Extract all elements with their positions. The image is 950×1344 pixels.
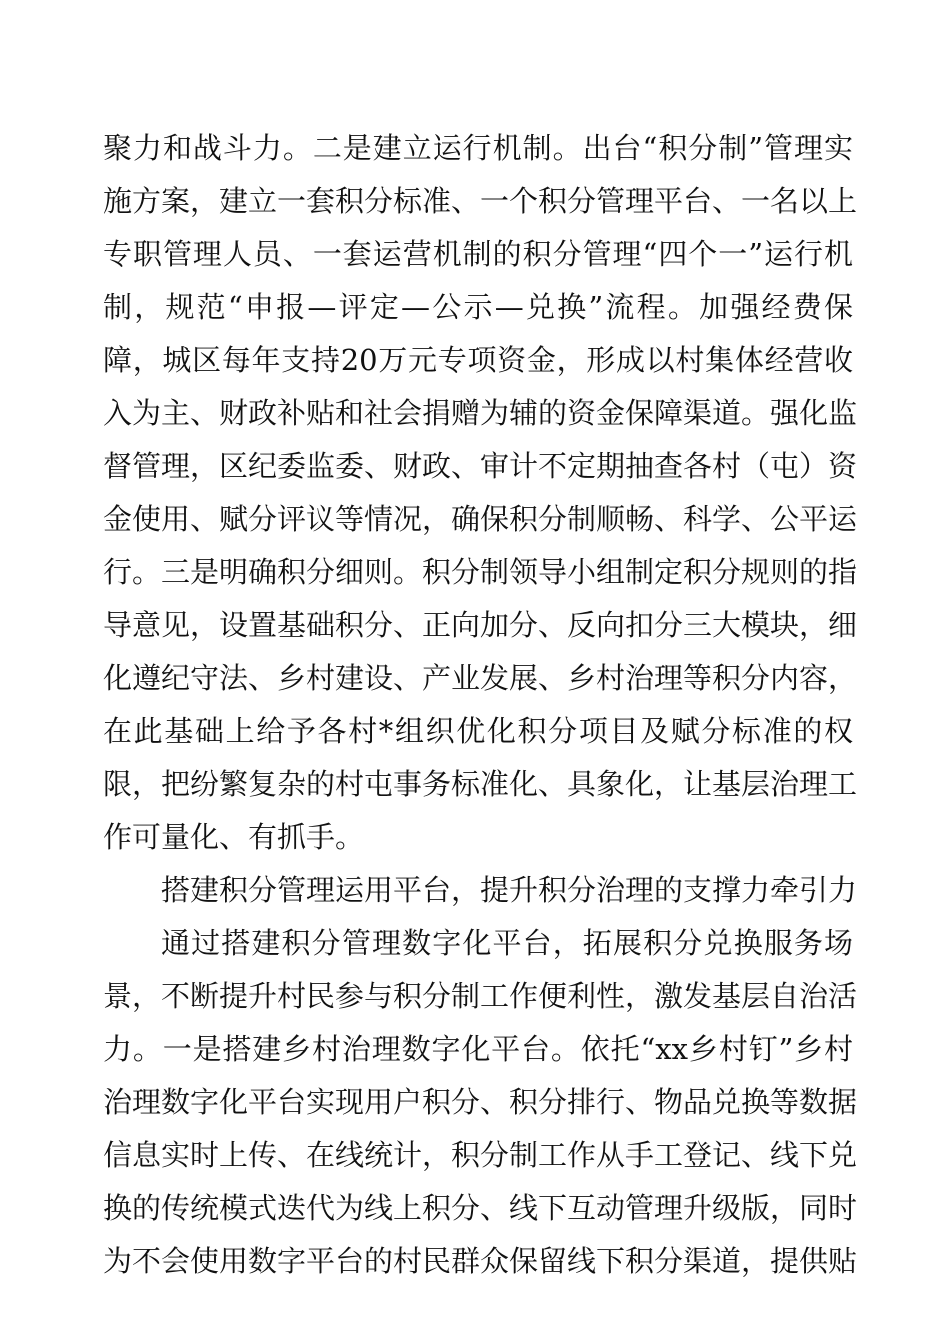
text-line: 化遵纪守法、乡村建设、产业发展、乡村治理等积分内容， xyxy=(103,661,858,695)
text-line: 作可量化、有抓手。 xyxy=(103,820,365,854)
text-line: 专职管理人员、一套运营机制的积分管理“四个一”运行机 xyxy=(103,237,853,271)
text-line: 行。三是明确积分细则。积分制领导小组制定积分规则的指 xyxy=(103,555,858,589)
text-line: 入为主、财政补贴和社会捐赠为辅的资金保障渠道。强化监 xyxy=(103,396,858,430)
text-line: 治理数字化平台实现用户积分、积分排行、物品兑换等数据 xyxy=(103,1085,858,1119)
text-line: 景，不断提升村民参与积分制工作便利性，激发基层自治活 xyxy=(103,979,858,1013)
text-line: 金使用、赋分评议等情况，确保积分制顺畅、科学、公平运 xyxy=(103,502,858,536)
paragraph-first-line: 通过搭建积分管理数字化平台，拓展积分兑换服务场 xyxy=(161,926,853,960)
text-line: 力。一是搭建乡村治理数字化平台。依托“xx乡村钉”乡村 xyxy=(103,1032,853,1066)
text-line: 在此基础上给予各村*组织优化积分项目及赋分标准的权 xyxy=(103,714,853,748)
text-line: 督管理，区纪委监委、财政、审计不定期抽查各村（屯）资 xyxy=(103,449,858,483)
text-line: 聚力和战斗力。二是建立运行机制。出台“积分制”管理实 xyxy=(103,131,853,165)
text-line: 施方案，建立一套积分标准、一个积分管理平台、一名以上 xyxy=(103,184,858,218)
section-heading: 搭建积分管理运用平台，提升积分治理的支撑力牵引力 xyxy=(161,873,858,907)
text-line: 导意见，设置基础积分、正向加分、反向扣分三大模块，细 xyxy=(103,608,858,642)
text-line: 为不会使用数字平台的村民群众保留线下积分渠道，提供贴 xyxy=(103,1244,858,1278)
text-line: 障，城区每年支持20万元专项资金，形成以村集体经营收 xyxy=(103,343,853,377)
text-line: 换的传统模式迭代为线上积分、线下互动管理升级版，同时 xyxy=(103,1191,858,1225)
text-line: 信息实时上传、在线统计，积分制工作从手工登记、线下兑 xyxy=(103,1138,858,1172)
text-line: 制，规范“申报—评定—公示—兑换”流程。加强经费保 xyxy=(103,290,853,324)
text-line: 限，把纷繁复杂的村屯事务标准化、具象化，让基层治理工 xyxy=(103,767,858,801)
